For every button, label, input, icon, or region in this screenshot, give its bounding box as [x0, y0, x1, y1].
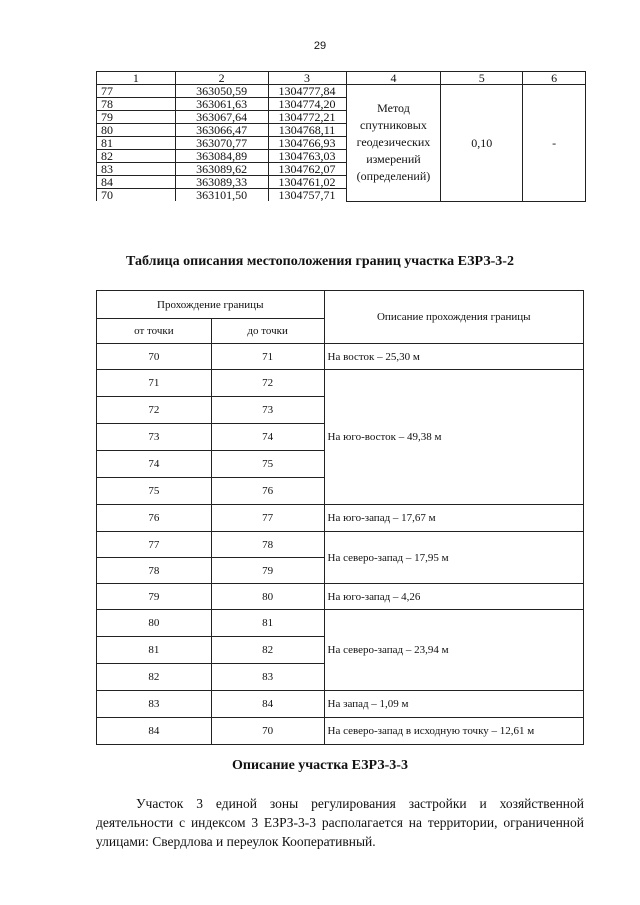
point-number: 81	[97, 137, 176, 150]
to-point: 78	[211, 532, 324, 558]
from-point: 80	[97, 610, 212, 637]
table-row	[97, 532, 584, 558]
boundary-description: На юго-запад – 17,67 м	[324, 505, 583, 532]
boundary-description: На северо-запад – 23,94 м	[324, 610, 583, 691]
from-point: 83	[97, 691, 212, 718]
coordinate-y: 1304757,71	[268, 189, 346, 202]
coordinate-x: 363067,64	[175, 111, 268, 124]
from-point: 77	[97, 532, 212, 558]
boundary-description: На восток – 25,30 м	[324, 344, 583, 370]
table-row	[97, 505, 584, 532]
column-header: 3	[268, 72, 346, 85]
coordinate-y: 1304768,11	[268, 124, 346, 137]
to-point: 83	[211, 664, 324, 691]
column-header-from: от точки	[97, 319, 212, 344]
section-title: Описание участка ЕЗРЗ-3-3	[232, 758, 408, 773]
boundary-description: На северо-запад в исходную точку – 12,61 м	[324, 718, 583, 745]
table-row	[97, 85, 586, 98]
method-line: геодезических	[356, 135, 431, 150]
point-number: 79	[97, 111, 176, 124]
to-point: 75	[211, 451, 324, 478]
boundary-description: На юго-запад – 4,26	[324, 584, 583, 610]
point-number: 84	[97, 176, 176, 189]
column-header-group: Прохождение границы	[97, 291, 325, 319]
point-number: 80	[97, 124, 176, 137]
method-line: (определений)	[356, 169, 431, 184]
boundary-table-title: Таблица описания местоположения границ участка ЕЗРЗ-3-2	[126, 254, 514, 269]
method-line: Метод	[377, 101, 410, 116]
boundary-description-table	[96, 290, 584, 745]
coordinate-y: 1304762,07	[268, 163, 346, 176]
accuracy-cell: 0,10	[441, 85, 523, 202]
table-header-row	[97, 291, 584, 319]
table-row	[97, 370, 584, 397]
method-cell	[346, 85, 441, 202]
from-point: 84	[97, 718, 212, 745]
coordinate-x: 363084,89	[175, 150, 268, 163]
point-number: 70	[97, 189, 176, 202]
coordinates-table	[96, 71, 586, 202]
table-row	[97, 584, 584, 610]
from-point: 79	[97, 584, 212, 610]
point-number: 78	[97, 98, 176, 111]
to-point: 84	[211, 691, 324, 718]
to-point: 74	[211, 424, 324, 451]
from-point: 82	[97, 664, 212, 691]
table-row	[97, 344, 584, 370]
from-point: 74	[97, 451, 212, 478]
to-point: 81	[211, 610, 324, 637]
coordinate-x: 363066,47	[175, 124, 268, 137]
column6-cell: -	[523, 85, 586, 202]
table-header-row	[97, 72, 586, 85]
coordinate-y: 1304774,20	[268, 98, 346, 111]
from-point: 71	[97, 370, 212, 397]
column-header-to: до точки	[211, 319, 324, 344]
column-header: 1	[97, 72, 176, 85]
from-point: 70	[97, 344, 212, 370]
from-point: 72	[97, 397, 212, 424]
column-header: 5	[441, 72, 523, 85]
to-point: 73	[211, 397, 324, 424]
boundary-description: На юго-восток – 49,38 м	[324, 370, 583, 505]
coordinate-x: 363089,33	[175, 176, 268, 189]
coordinate-x: 363089,62	[175, 163, 268, 176]
to-point: 80	[211, 584, 324, 610]
point-number: 77	[97, 85, 176, 98]
coordinate-x: 363061,63	[175, 98, 268, 111]
column-header-description: Описание прохождения границы	[324, 291, 583, 344]
to-point: 70	[211, 718, 324, 745]
coordinate-y: 1304777,84	[268, 85, 346, 98]
method-line: измерений	[366, 152, 421, 167]
table-row	[97, 610, 584, 637]
coordinate-y: 1304766,93	[268, 137, 346, 150]
table-row	[97, 691, 584, 718]
from-point: 81	[97, 637, 212, 664]
coordinate-y: 1304761,02	[268, 176, 346, 189]
method-line: спутниковых	[360, 118, 427, 133]
table-row	[97, 718, 584, 745]
point-number: 83	[97, 163, 176, 176]
boundary-description: На запад – 1,09 м	[324, 691, 583, 718]
to-point: 82	[211, 637, 324, 664]
boundary-description: На северо-запад – 17,95 м	[324, 532, 583, 584]
from-point: 78	[97, 558, 212, 584]
coordinate-x: 363101,50	[175, 189, 268, 202]
column-header: 6	[523, 72, 586, 85]
from-point: 75	[97, 478, 212, 505]
column-header: 4	[346, 72, 441, 85]
to-point: 76	[211, 478, 324, 505]
column-header: 2	[175, 72, 268, 85]
page-number: 29	[313, 40, 327, 52]
to-point: 71	[211, 344, 324, 370]
coordinate-x: 363070,77	[175, 137, 268, 150]
from-point: 76	[97, 505, 212, 532]
coordinate-y: 1304772,21	[268, 111, 346, 124]
coordinate-y: 1304763,03	[268, 150, 346, 163]
from-point: 73	[97, 424, 212, 451]
description-paragraph: Участок 3 единой зоны регулирования застройки и хозяйственной деятельности с индексом 3 ЕЗРЗ-3-3 располагается на территории, ограниченной улицами: Свердлова и переулок Кооперативный.	[96, 796, 584, 849]
to-point: 79	[211, 558, 324, 584]
coordinate-x: 363050,59	[175, 85, 268, 98]
point-number: 82	[97, 150, 176, 163]
to-point: 77	[211, 505, 324, 532]
to-point: 72	[211, 370, 324, 397]
